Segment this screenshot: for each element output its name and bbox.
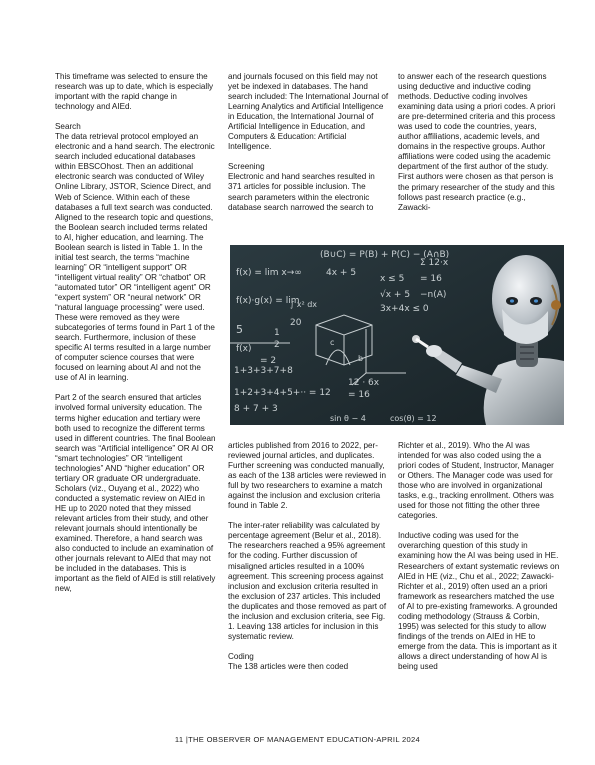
board-equation: c xyxy=(330,338,335,347)
paragraph-coding-start: The 138 articles were then coded xyxy=(228,661,349,671)
board-equation: 3x+4x ≤ 0 xyxy=(380,304,429,314)
board-equation: 8 + 7 + 3 xyxy=(234,404,278,414)
board-equation: x ≤ 5 xyxy=(380,274,405,284)
board-equation: −n(A) xyxy=(420,290,447,300)
board-equation: 1 xyxy=(274,328,280,338)
board-equation: 2 xyxy=(274,340,280,350)
board-equation: ∫ x² dx xyxy=(290,300,318,309)
paragraph-inter-rater: The inter-rater reliability was calculated by percentage agreement (Belur et al., 2018). The researchers reached a 95% agreement for the coding. Further discussion of misaligned articles resulted in a 100% agreement. This screening process against inclusion and exclusion criteria resulted in the exclusion of 237 articles. This included the duplicates and those removed as part of the inclusion and exclusion criteria, see Fig. 1. Leaving 138 articles for inclusion in this systematic review. xyxy=(228,521,387,641)
robot-teaching-icon xyxy=(230,245,564,425)
board-equation: 1+3+3+7+8 xyxy=(234,366,293,376)
paragraph-timeframe: This timeframe was selected to ensure the research was up to date, which is especially important with the rapid change in technology and AIEd. xyxy=(55,72,214,112)
paragraph-search: The data retrieval protocol employed an electronic and a hand search. The electronic search included educational databases within EBSCOhost. Then an additional electronic search was conducted of Wiley Online Library, JSTOR, Science Direct, and Web of Science. Within each of these databases a full text search was conducted. Aligned to the research topic and questions, the Boolean search included terms related to AI, higher education, and learning. The Boolean search is listed in Table 1. In the initial test search, the terms “machine learning” OR “intelligent support” OR “intelligent virtual reality” OR “chatbot” OR “automated tutor” OR “intelligent agent” OR “expert system” OR “neural network” OR “natural language processing” were used. These were removed as they were subcategories of terms found in Part 1 of the search. Furthermore, inclusion of these specific AI terms resulted in a large number of computer science courses that were focused on learning about AI and not the use of AI in learning. xyxy=(55,132,215,383)
board-equation: f(x) xyxy=(236,344,252,354)
board-equation: b xyxy=(358,354,364,363)
heading-coding: Coding xyxy=(228,651,254,661)
robot-chalkboard-image xyxy=(230,245,564,425)
column-middle-top xyxy=(228,72,390,223)
paragraph-hand-search: and journals focused on this field may not yet be indexed in databases. The hand search included: The International Journal of Learning Analytics and Artificial Intelligence in Education, the International Journal of Artificial Intelligence in Education, and Computers & Education: Artificial Intelligence. xyxy=(228,72,389,152)
board-equation: 1+2+3+4+5+·· = 12 xyxy=(234,388,331,398)
column-left xyxy=(55,72,216,604)
board-equation: 12 · 6x xyxy=(348,378,380,388)
board-equation: 20 xyxy=(290,318,302,328)
paragraph-screening-continued: articles published from 2016 to 2022, per-reviewed journal articles, and duplicates. Further screening was conducted manually, as each of the 138 articles were reviewed in full by two researchers to examine a match against the inclusion and exclusion criteria found in Table 2. xyxy=(228,441,387,511)
column-middle-bottom xyxy=(228,441,390,682)
paragraph-screening: Electronic and hand searches resulted in 371 articles for possible inclusion. The search parameters within the electronic database search narrowed the search to xyxy=(228,172,375,212)
paragraph-coding-methods: to answer each of the research questions using deductive and inductive coding methods. Deductive coding involves examining data using a priori codes. A priori are pre-determined criteria and this process was used to code the countries, years, author affiliations, academic levels, and domains in the respective groups. Author affiliations were coded using the academic department of the first author of the study. First authors were chosen as that person is the primary researcher of the study and this follows past research practice (e.g., Zawacki- xyxy=(398,72,556,212)
paragraph-part2: Part 2 of the search ensured that articles involved formal university education. The terms higher education and tertiary were both used to recognize the different terms used in different countries. The final Boolean search was “Artificial intelligence” OR AI OR “smart technologies” OR “intelligent technologies” AND “higher education” OR tertiary OR graduate OR undergraduate. Scholars (viz., Ouyang et al., 2022) who conducted a systematic review on AIEd in HE up to 2020 noted that they missed relevant articles from their study, and other relevant journals should intentionally be examined. Therefore, a hand search was also conducted to include an examination of other journals relevant to AIEd that may not be included in the databases. This is important as the field of AIEd is still relatively new, xyxy=(55,393,216,594)
column-right-bottom xyxy=(398,441,560,682)
board-equation: √x + 5 xyxy=(380,290,411,300)
board-equation: 4x + 5 xyxy=(326,268,357,278)
board-equation: = 2 xyxy=(260,356,277,366)
column-right-top xyxy=(398,72,560,223)
board-equation: cos(θ) = 12 xyxy=(390,414,437,423)
board-equation: 5 xyxy=(236,323,243,336)
board-equation: sin θ − 4 xyxy=(330,414,366,423)
paragraph-ai-intended: Richter et al., 2019). Who the AI was intended for was also coded using the a priori codes of Student, Instructor, Manager or Others. The Manager code was used for those who are involved in organizational tasks, e.g., tracking enrollment. Others was used for those not fitting the other three categories. xyxy=(398,441,554,521)
board-equation: = 16 xyxy=(420,274,442,284)
paragraph-inductive-coding: Inductive coding was used for the overarching question of this study in examining how the AI was being used in HE. Researchers of extant systematic reviews on AIEd in HE (viz., Chu et al., 2022; Zawacki-Richter et al., 2019) often used an a priori framework as researchers matched the use of AI to pre-existing frameworks. A grounded coding methodology (Strauss & Corbin, 1995) was selected for this study to allow findings of the trends on AIEd in HE to emerge from the data. This is important as it allows a direct understanding of how AI is being used xyxy=(398,531,560,671)
board-equation: f(x) = lim x→∞ xyxy=(236,268,302,278)
board-equation: f(x)·g(x) = lim xyxy=(236,296,300,306)
board-equation: Σ 12·x xyxy=(420,258,449,268)
heading-screening: Screening xyxy=(228,162,265,172)
page-footer: 11 |THE OBSERVER OF MANAGEMENT EDUCATION-APRIL 2024 xyxy=(174,735,421,744)
heading-search: Search xyxy=(55,122,81,132)
board-equation: = 16 xyxy=(348,390,370,400)
board-equation: (B∪C) = P(B) + P(C) − (A∩B) xyxy=(320,250,450,260)
